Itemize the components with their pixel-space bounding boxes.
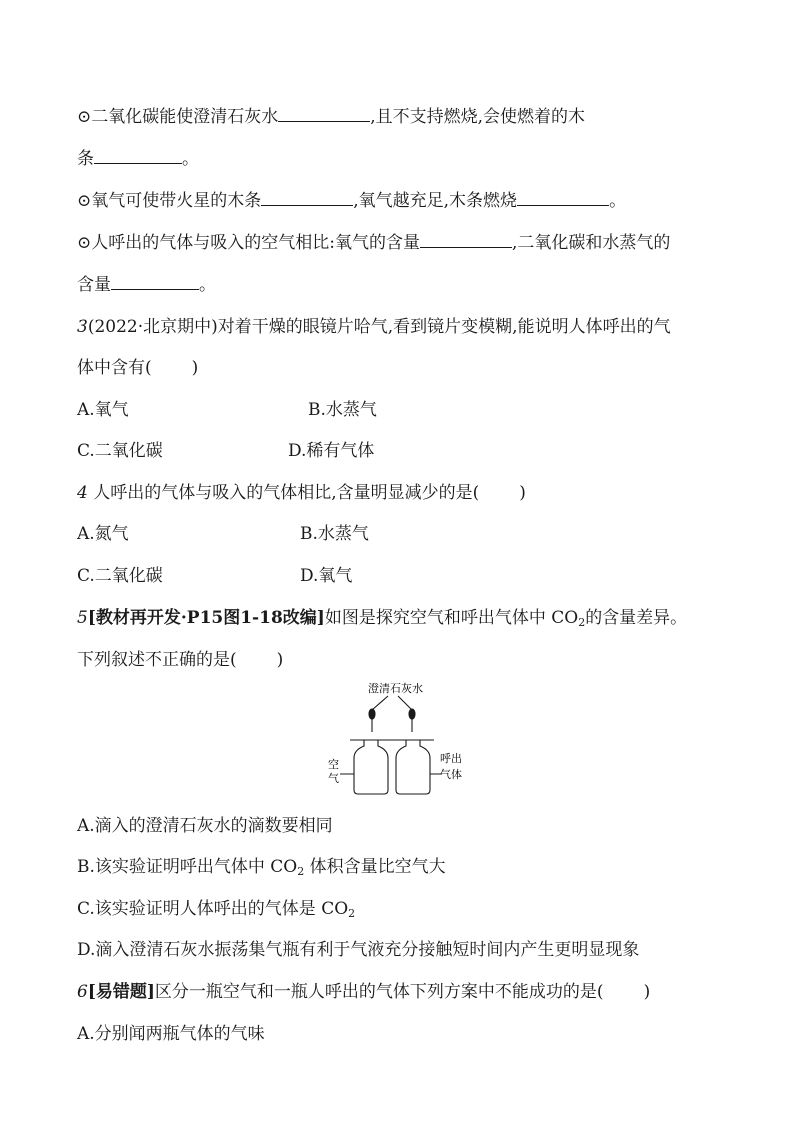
bottles-diagram (320, 678, 470, 800)
text: ,且不支持燃烧,会使燃着的木 (370, 107, 586, 127)
q4-stem (77, 481, 526, 505)
q5-stem (77, 606, 687, 635)
fill-line-co2-cont (77, 147, 199, 171)
text: 。 (182, 149, 199, 169)
q5-option-d[interactable]: D.滴入澄清石灰水振荡集气瓶有利于气液充分接触短时间内产生更明显现象 (77, 940, 640, 960)
q3-option-d[interactable]: D.稀有气体 (288, 441, 375, 461)
q5-stem-cont (77, 648, 283, 672)
text: ) (191, 358, 199, 378)
limewater-label: 澄清石灰水 (368, 682, 423, 695)
exhaled-label-1: 呼出 (440, 752, 462, 765)
question-number: 4 (77, 483, 88, 503)
q3-option-b[interactable]: B.水蒸气 (308, 400, 377, 420)
q5-option-a[interactable]: A.滴入的澄清石灰水的滴数要相同 (77, 816, 333, 836)
text: ⊙二氧化碳能使澄清石灰水 (77, 107, 279, 127)
subscript: 2 (348, 907, 356, 920)
text: 。 (199, 275, 216, 295)
fill-line-compare-cont (77, 273, 216, 297)
subscript: 2 (297, 865, 305, 878)
text: ,氧气越充足,木条燃烧 (353, 191, 518, 211)
question-number: 3 (77, 317, 88, 337)
answer-blank[interactable] (94, 147, 182, 164)
question-tag: [易错题] (87, 982, 155, 1002)
fill-line-co2 (77, 105, 585, 129)
fill-line-compare (77, 231, 670, 255)
answer-blank[interactable] (261, 189, 353, 206)
q5-option-b[interactable] (77, 855, 446, 884)
text: B.该实验证明呼出气体中 CO (77, 857, 298, 877)
subscript: 2 (578, 616, 586, 629)
text: ,二氧化碳和水蒸气的 (511, 233, 671, 253)
air-label-2: 气 (328, 772, 339, 785)
text: 的含量差异。 (585, 608, 688, 628)
q4-option-a[interactable]: A.氮气 (77, 524, 129, 544)
q4-option-b[interactable]: B.水蒸气 (300, 524, 369, 544)
answer-blank[interactable] (111, 273, 199, 290)
answer-blank[interactable] (420, 231, 512, 248)
experiment-figure (320, 678, 470, 800)
air-label-1: 空 (328, 758, 339, 771)
question-tag: [教材再开发·P15图1-18改编] (87, 608, 325, 628)
text: ⊙人呼出的气体与吸入的空气相比:氧气的含量 (77, 233, 420, 253)
dropper-right-icon (398, 696, 415, 732)
text: ⊙氧气可使带火星的木条 (77, 191, 262, 211)
q3-stem (77, 315, 671, 339)
text: 含量 (77, 275, 111, 295)
dropper-left-icon (369, 696, 388, 732)
text: (2022·北京期中)对着干燥的眼镜片哈气,看到镜片变模糊,能说明人体呼出的气 (87, 317, 671, 337)
fill-line-oxygen (77, 189, 626, 213)
q4-option-d[interactable]: D.氧气 (300, 566, 353, 586)
text: 。 (609, 191, 627, 211)
exhaled-label-2: 气体 (440, 768, 462, 781)
q3-option-a[interactable]: A.氧气 (77, 400, 129, 420)
text: 如图是探究空气和呼出气体中 CO (324, 608, 579, 628)
text: 区分一瓶空气和一瓶人呼出的气体下列方案中不能成功的是( (154, 982, 604, 1002)
q6-stem (77, 980, 650, 1004)
q3-stem-cont (77, 356, 198, 380)
text: 下列叙述不正确的是( (77, 650, 237, 670)
text: 人呼出的气体与吸入的气体相比,含量明显减少的是( (87, 483, 480, 503)
text: 体积含量比空气大 (304, 857, 446, 877)
question-number: 5 (77, 608, 88, 628)
question-number: 6 (77, 982, 88, 1002)
text: 体中含有( (77, 358, 152, 378)
text: ) (519, 483, 526, 503)
bottle-left-icon (350, 740, 392, 794)
text: ) (276, 650, 284, 670)
answer-blank[interactable] (278, 105, 370, 122)
q5-option-c[interactable] (77, 897, 355, 926)
q3-option-c[interactable]: C.二氧化碳 (77, 441, 163, 461)
answer-blank[interactable] (517, 189, 609, 206)
text: C.该实验证明人体呼出的气体是 CO (77, 899, 349, 919)
bottle-right-icon (392, 740, 434, 794)
text: ) (643, 982, 651, 1002)
text: 条 (77, 149, 94, 169)
q4-option-c[interactable]: C.二氧化碳 (77, 566, 163, 586)
q6-option-a[interactable]: A.分别闻两瓶气体的气味 (77, 1024, 265, 1044)
